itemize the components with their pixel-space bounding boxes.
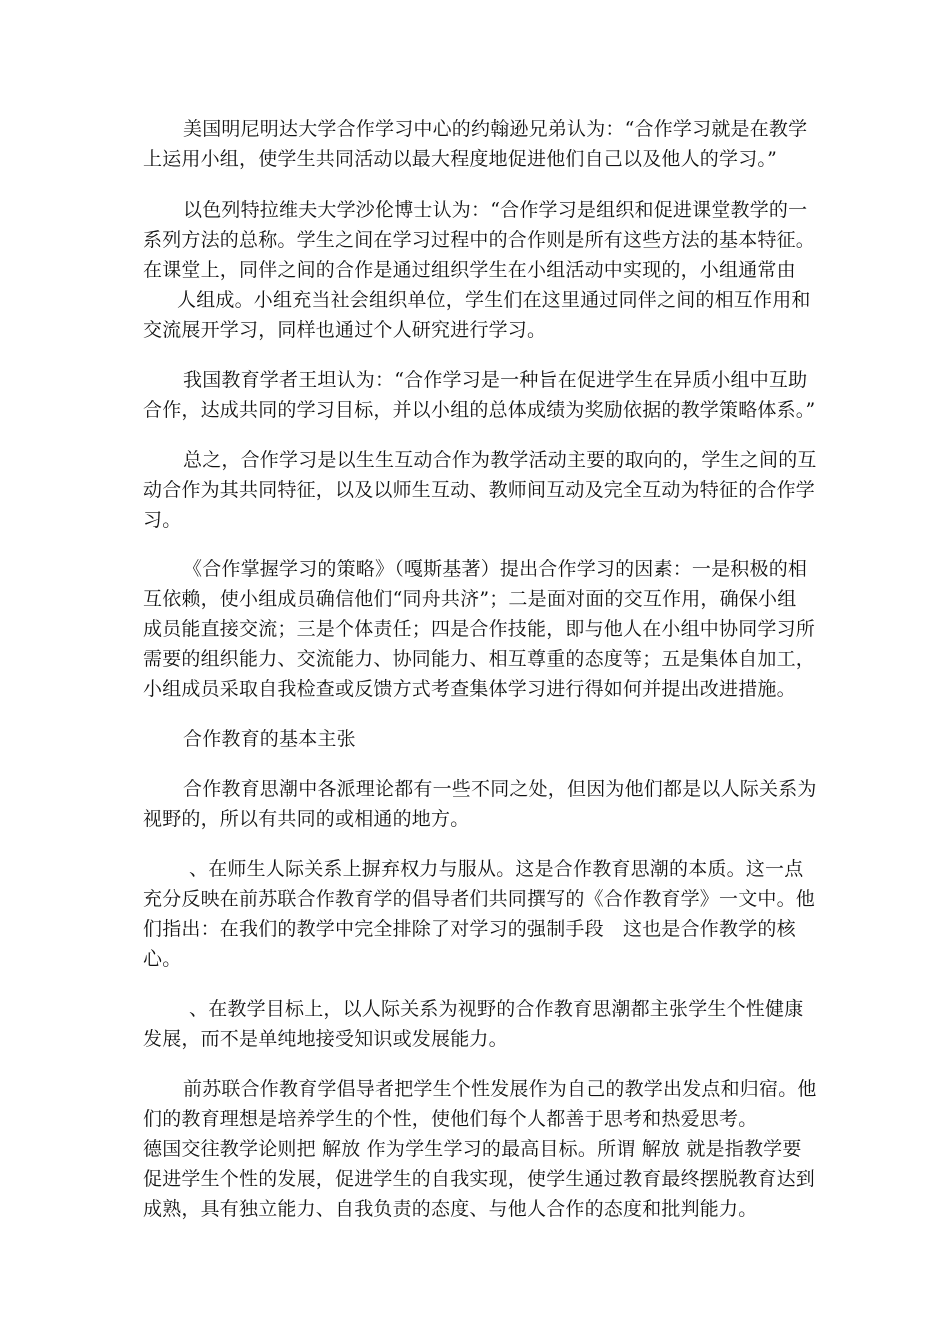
text-line: 发展，而不是单纯地接受知识或发展能力。 [143,1028,508,1050]
text-line: 小组成员采取自我检查或反馈方式考查集体学习进行得如何并提出改进措施。 [143,678,796,700]
text-line: 视野的，所以有共同的或相通的地方。 [143,808,470,830]
text-line: 德国交往教学论则把 解放 作为学生学习的最高目标。所谓 解放 就是指教学要 [143,1138,802,1160]
text-line: 总之，合作学习是以生生互动合作为教学活动主要的取向的，学生之间的互 [183,449,817,471]
text-line: 我国教育学者王坦认为：“合作学习是一种旨在促进学生在异质小组中互助 [183,369,808,391]
text-line: 前苏联合作教育学倡导者把学生个性发展作为自己的教学出发点和归宿。他 [183,1078,817,1100]
text-line: 交流展开学习，同样也通过个人研究进行学习。 [143,319,547,341]
text-line: 上运用小组，使学生共同活动以最大程度地促进他们自己以及他人的学习。” [143,148,778,170]
text-line: 需要的组织能力、交流能力、协同能力、相互尊重的态度等；五是集体自加工， [143,648,816,670]
text-line: 合作教育思潮中各派理论都有一些不同之处，但因为他们都是以人际关系为 [183,778,817,800]
text-line: 、在教学目标上，以人际关系为视野的合作教育思潮都主张学生个性健康 [189,998,804,1020]
text-line: 们指出：在我们的教学中完全排除了对学习的强制手段 这也是合作教学的核 [143,918,796,940]
text-line: 动合作为其共同特征，以及以师生互动、教师间互动及完全互动为特征的合作学 [143,479,816,501]
text-line: 人组成。小组充当社会组织单位，学生们在这里通过同伴之间的相互作用和 [177,289,811,311]
text-line: 促进学生个性的发展，促进学生的自我实现，使学生通过教育最终摆脱教育达到 [143,1168,816,1190]
text-line: 充分反映在前苏联合作教育学的倡导者们共同撰写的《合作教育学》一文中。他 [143,888,816,910]
text-line: 在课堂上，同伴之间的合作是通过组织学生在小组活动中实现的，小组通常由 [143,259,796,281]
text-line: 们的教育理想是培养学生的个性，使他们每个人都善于思考和热爱思考。 [143,1108,758,1130]
text-line: 习。 [143,509,182,531]
text-line: 以色列特拉维夫大学沙伦博士认为：“合作学习是组织和促进课堂教学的一 [183,199,808,221]
text-line: 成熟，具有独立能力、自我负责的态度、与他人合作的态度和批判能力。 [143,1198,758,1220]
section-heading: 合作教育的基本主张 [183,728,356,750]
text-line: 互依赖，使小组成员确信他们“同舟共济”；二是面对面的交互作用，确保小组 [143,588,797,610]
text-line: 系列方法的总称。学生之间在学习过程中的合作则是所有这些方法的基本特征。 [143,229,816,251]
text-line: 成员能直接交流；三是个体责任；四是合作技能，即与他人在小组中协同学习所 [143,618,816,640]
text-line: 《合作掌握学习的策略》（嘎斯基著）提出合作学习的因素：一是积极的相 [183,558,808,580]
text-line: 美国明尼明达大学合作学习中心的约翰逊兄弟认为：“合作学习就是在教学 [183,118,808,140]
text-line: 心。 [143,948,182,970]
text-line: 合作，达成共同的学习目标，并以小组的总体成绩为奖励依据的教学策略体系。” [143,399,816,421]
text-line: 、在师生人际关系上摒弃权力与服从。这是合作教育思潮的本质。这一点 [189,858,804,880]
